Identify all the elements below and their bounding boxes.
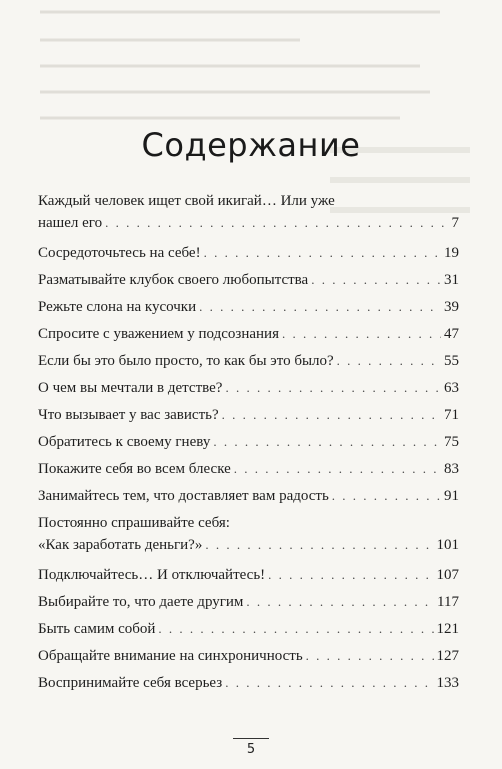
- toc-page-number: 107: [436, 567, 459, 583]
- toc-entry-title: Постоянно спрашивайте себя:: [38, 515, 230, 531]
- toc-entry: [38, 672, 459, 699]
- toc-page-number: 75: [444, 434, 459, 450]
- toc-leader-dots: [204, 242, 441, 264]
- toc-page-number: 117: [437, 594, 459, 610]
- toc-entry: [38, 431, 459, 458]
- toc-entry: [38, 618, 459, 645]
- toc-page-number: 83: [444, 461, 459, 477]
- toc-entry: [38, 296, 459, 323]
- toc-entry-title: Быть самим собой: [38, 621, 156, 637]
- toc-entry: [38, 645, 459, 672]
- toc-leader-dots: [225, 377, 441, 399]
- toc-entry-title: Подключайтесь… И отключайтесь!: [38, 567, 266, 583]
- toc-page-number: 47: [444, 326, 459, 342]
- page-number: 5: [246, 742, 256, 757]
- toc-page-number: 91: [444, 488, 459, 504]
- toc-entry: [38, 512, 459, 564]
- toc-leader-dots: [225, 672, 433, 694]
- toc-entry-title: Каждый человек ищет свой икигай… Или уже: [38, 193, 335, 209]
- toc-entry: [38, 591, 459, 618]
- toc-entry-title: Выбирайте то, что даете другим: [38, 594, 244, 610]
- toc-entry-title: Режьте слона на кусочки: [38, 299, 197, 315]
- toc-entry-title: Сосредоточьтесь на себе!: [38, 245, 201, 261]
- toc-page-number: 121: [436, 621, 459, 637]
- toc-leader-dots: [332, 485, 441, 507]
- toc-page-number: 63: [444, 380, 459, 396]
- toc-page-number: 55: [444, 353, 459, 369]
- toc-leader-dots: [268, 564, 433, 586]
- toc-entry-title: Обратитесь к своему гневу: [38, 434, 211, 450]
- toc-entry: [38, 377, 459, 404]
- toc-leader-dots: [337, 350, 441, 372]
- toc-entry-title: Занимайтесь тем, что доставляет вам радость: [38, 488, 329, 504]
- toc-leader-dots: [105, 212, 448, 234]
- toc-page-number: 101: [436, 537, 459, 553]
- toc-leader-dots: [306, 645, 434, 667]
- toc-leader-dots: [234, 458, 441, 480]
- toc-page-number: 127: [436, 648, 459, 664]
- toc-entry-title: Обращайте внимание на синхроничность: [38, 648, 303, 664]
- toc-entry: [38, 404, 459, 431]
- toc-entry-title: Спросите с уважением у подсознания: [38, 326, 279, 342]
- toc-entry-title: «Как заработать деньги?»: [38, 537, 203, 553]
- page-title: Содержание: [141, 126, 361, 164]
- toc-entry-title: Воспринимайте себя всерьез: [38, 675, 223, 691]
- toc-leader-dots: [282, 323, 441, 345]
- footer-rule: [233, 738, 269, 739]
- toc-leader-dots: [199, 296, 441, 318]
- toc-page-number: 39: [444, 299, 459, 315]
- toc-entry-title: нашел его: [38, 215, 103, 231]
- toc-page-number: 71: [444, 407, 459, 423]
- toc-page-number: 19: [444, 245, 459, 261]
- toc-page-number: 133: [436, 675, 459, 691]
- toc-entry: [38, 564, 459, 591]
- toc-leader-dots: [311, 269, 441, 291]
- toc-entry-title: Покажите себя во всем блеске: [38, 461, 231, 477]
- toc-leader-dots: [246, 591, 434, 613]
- toc-entry-title: Что вызывает у вас зависть?: [38, 407, 219, 423]
- toc-leader-dots: [222, 404, 441, 426]
- toc-entry-title: О чем вы мечтали в детстве?: [38, 380, 223, 396]
- toc-page-number: 7: [451, 215, 459, 231]
- toc-entry: [38, 242, 459, 269]
- toc-leader-dots: [213, 431, 441, 453]
- toc-leader-dots: [205, 534, 433, 556]
- toc-entry: [38, 190, 459, 242]
- toc-entry: [38, 458, 459, 485]
- toc-entry: [38, 485, 459, 512]
- toc-entry-title: Если бы это было просто, то как бы это было?: [38, 353, 334, 369]
- toc-entry-title: Разматывайте клубок своего любопытства: [38, 272, 309, 288]
- toc-entry: [38, 323, 459, 350]
- toc-leader-dots: [158, 618, 433, 640]
- toc-entry: [38, 350, 459, 377]
- toc-entry: [38, 269, 459, 296]
- table-of-contents: [38, 190, 459, 699]
- toc-page-number: 31: [444, 272, 459, 288]
